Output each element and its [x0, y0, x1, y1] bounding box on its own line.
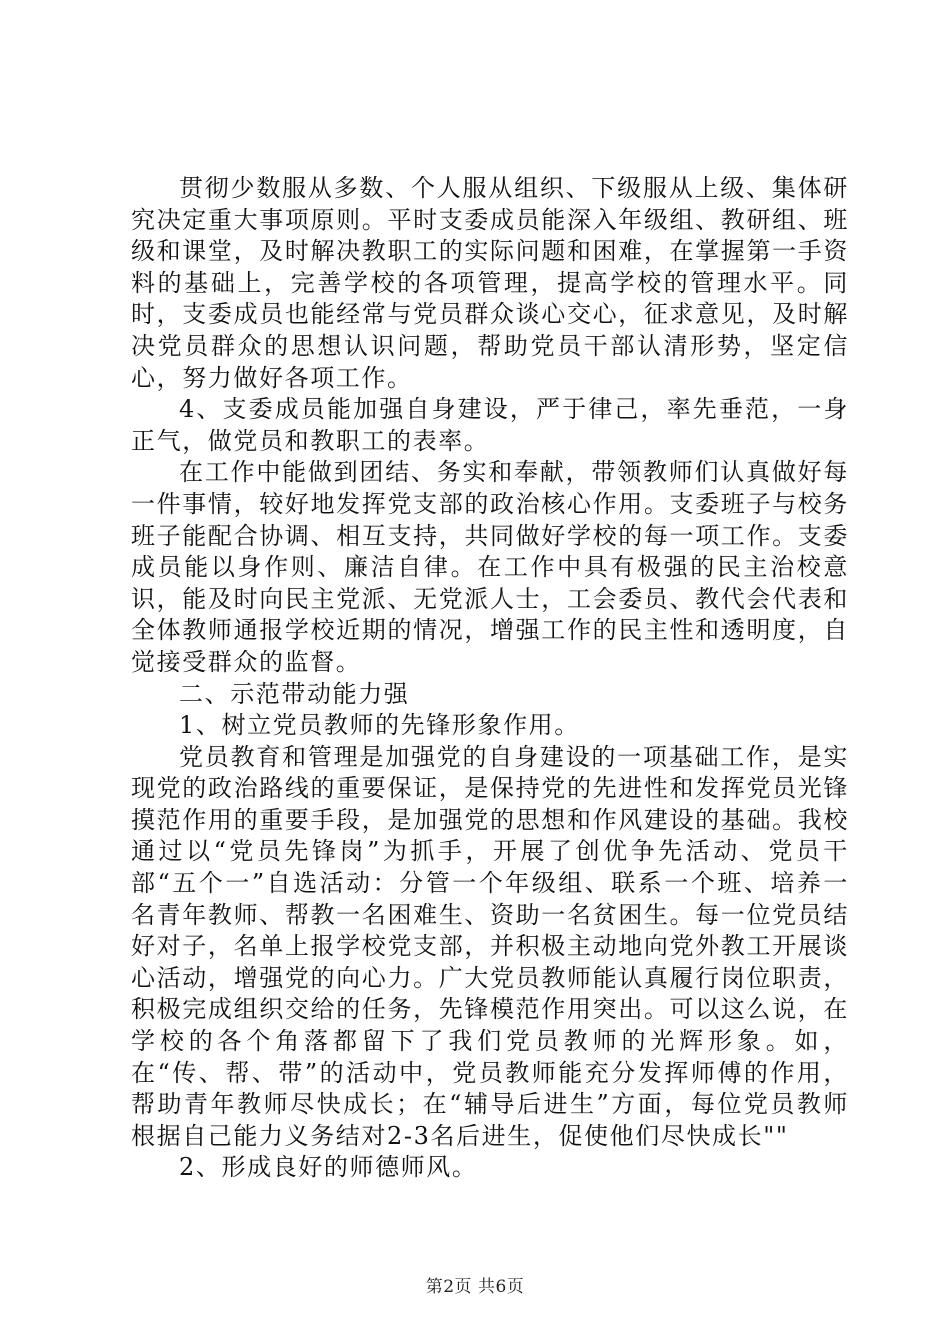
- paragraph-unity: 在工作中能做到团结、务实和奉献，带领教师们认真做好每一件事情，较好地发挥党支部的政治核心作用。支委班子与校务班子能配合协调、相互支持，共同做好学校的每一项工作。支委成员能以身作则、廉洁自律。在工作中具有极强的民主治校意识，能及时向民主党派、无党派人士，工会委员、教代会代表和全体教师通报学校近期的情况，增强工作的民主性和透明度，自觉接受群众的监督。: [131, 458, 849, 676]
- section-heading-2: 二、示范带动能力强: [179, 679, 410, 708]
- paragraph-party-education: 党员教育和管理是加强党的自身建设的一项基础工作，是实现党的政治路线的重要保证，是保持党的先进性和发挥党员光锋摸范作用的重要手段，是加强党的思想和作风建设的基础。我校通过以“党员先锋岗”为抓手，开展了创优争先活动、党员干部“五个一”自选活动：分管一个年级组、联系一个班、培养一名青年教师、帮教一名困难生、资助一名贫困生。每一位党员结好对子，名单上报学校党支部，并积极主动地向党外教工开展谈心活动，增强党的向心力。广大党员教师能认真履行岗位职责，积极完成组织交给的任务，先锋模范作用突出。可以这么说，在学校的各个角落都留下了我们党员教师的光辉形象。如，在“传、帮、带”的活动中，党员教师能充分发挥师傅的作用，帮助青年教师尽快成长；在“辅导后进生”方面，每位党员教师根据自己能力义务结对2-3名后进生，促使他们尽快成长"": [131, 742, 849, 1150]
- subheading-2: 2、形成良好的师德师风。: [179, 1153, 478, 1182]
- subheading-1: 1、树立党员教师的先锋形象作用。: [179, 711, 580, 740]
- paragraph-item-4: 4、支委成员能加强自身建设，严于律己，率先垂范，一身正气，做党员和教职工的表率。: [131, 395, 849, 455]
- paragraph-principles: 贯彻少数服从多数、个人服从组织、下级服从上级、集体研究决定重大事项原则。平时支委成员能深入年级组、教研组、班级和课堂，及时解决教职工的实际问题和困难，在掌握第一手资料的基础上，完善学校的各项管理，提高学校的管理水平。同时，支委成员也能经常与党员群众谈心交心，征求意见，及时解决党员群众的思想认识问题，帮助党员干部认清形势，坚定信心，努力做好各项工作。: [131, 174, 849, 392]
- page-footer: 第2页 共6页: [425, 1277, 525, 1297]
- document-body: [131, 173, 849, 1184]
